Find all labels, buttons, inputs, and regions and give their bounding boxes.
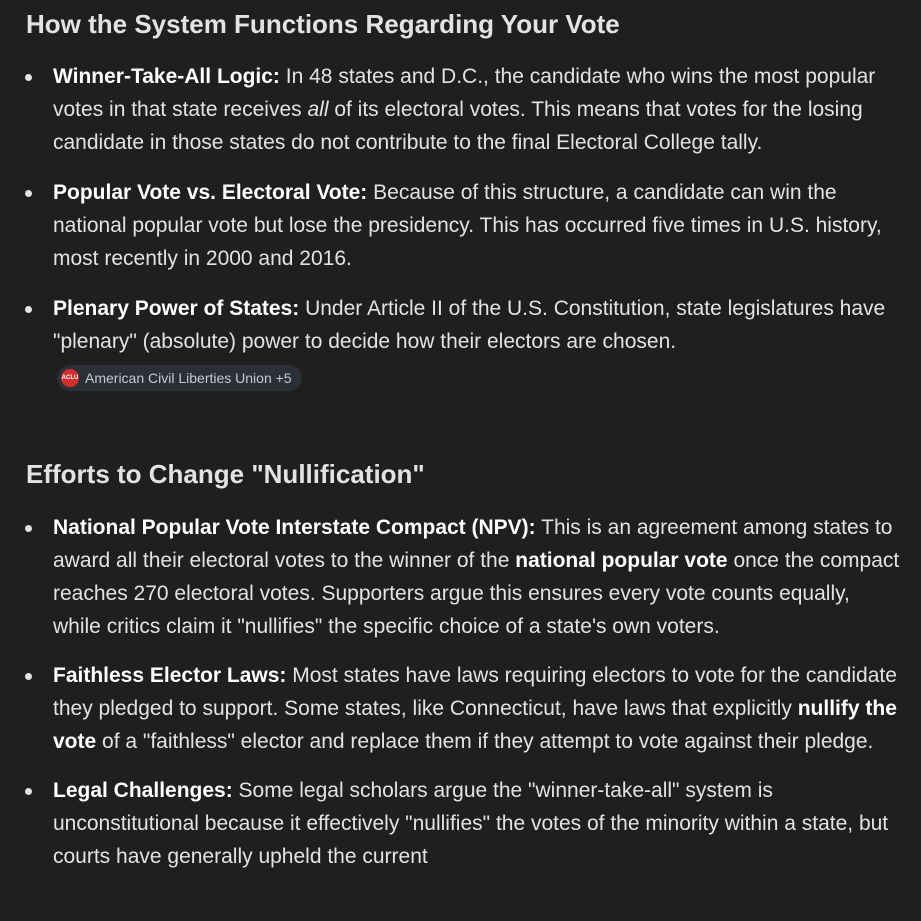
item-text: Because of this structure, a candidate can win the national popular vote but lose the presidency. This has occurred five times in U.S. history, most recently in 2000 and 2016. [53, 181, 882, 270]
item-strong: national popular vote [515, 549, 728, 572]
list-item [0, 176, 921, 275]
item-text: Some legal scholars argue the "winner-take-all" system is unconstitutional because it effectively "nullifies" the votes of the minority within a state, but courts have generally upheld the current [53, 779, 889, 868]
item-text: once the compact reaches 270 electoral votes. Supporters argue this ensures every vote counts equally, while critics claim it "nullifies" the specific choice of a state's own voters. [53, 549, 900, 638]
item-label: National Popular Vote Interstate Compact (NPV): [53, 516, 536, 539]
item-text: of its electoral votes. This means that votes for the losing candidate in those states do not contribute to the final Electoral College tally. [53, 98, 863, 154]
item-text: In 48 states and D.C., the candidate who wins the most popular votes in that state receives [53, 65, 876, 121]
list-item [0, 60, 921, 159]
aclu-logo-icon: ACLU [61, 369, 79, 387]
list-item [0, 774, 921, 873]
section-heading-system-functions: How the System Functions Regarding Your Vote [26, 9, 620, 39]
item-label: Plenary Power of States: [53, 297, 300, 320]
bullet-icon [25, 788, 32, 795]
section-heading-efforts: Efforts to Change "Nullification" [26, 459, 425, 489]
list-item [0, 511, 921, 643]
item-label: Faithless Elector Laws: [53, 664, 287, 687]
list-item [0, 659, 921, 758]
item-label: Legal Challenges: [53, 779, 233, 802]
source-chip[interactable] [57, 365, 302, 391]
item-text: Under Article II of the U.S. Constitution, state legislatures have "plenary" (absolute) power to decide how their electors are chosen. [53, 297, 886, 353]
bullet-icon [25, 190, 32, 197]
item-label: Winner-Take-All Logic: [53, 65, 280, 88]
source-chip-label: American Civil Liberties Union +5 [85, 370, 292, 386]
item-text: Most states have laws requiring electors to vote for the candidate they pledged to support. Some states, like Connecticut, have laws that explicitly [53, 664, 897, 720]
item-text: This is an agreement among states to award all their electoral votes to the winner of the [53, 516, 893, 572]
item-strong: nullify the vote [53, 697, 897, 753]
list-item [0, 292, 921, 391]
bullet-icon [25, 525, 32, 532]
item-emphasis: all [307, 98, 329, 121]
efforts-list [0, 511, 921, 873]
item-text: of a "faithless" elector and replace them if they attempt to vote against their pledge. [96, 730, 874, 753]
bullet-icon [25, 74, 32, 81]
bullet-icon [25, 306, 32, 313]
system-functions-list [0, 60, 921, 391]
bullet-icon [25, 673, 32, 680]
item-label: Popular Vote vs. Electoral Vote: [53, 181, 368, 204]
